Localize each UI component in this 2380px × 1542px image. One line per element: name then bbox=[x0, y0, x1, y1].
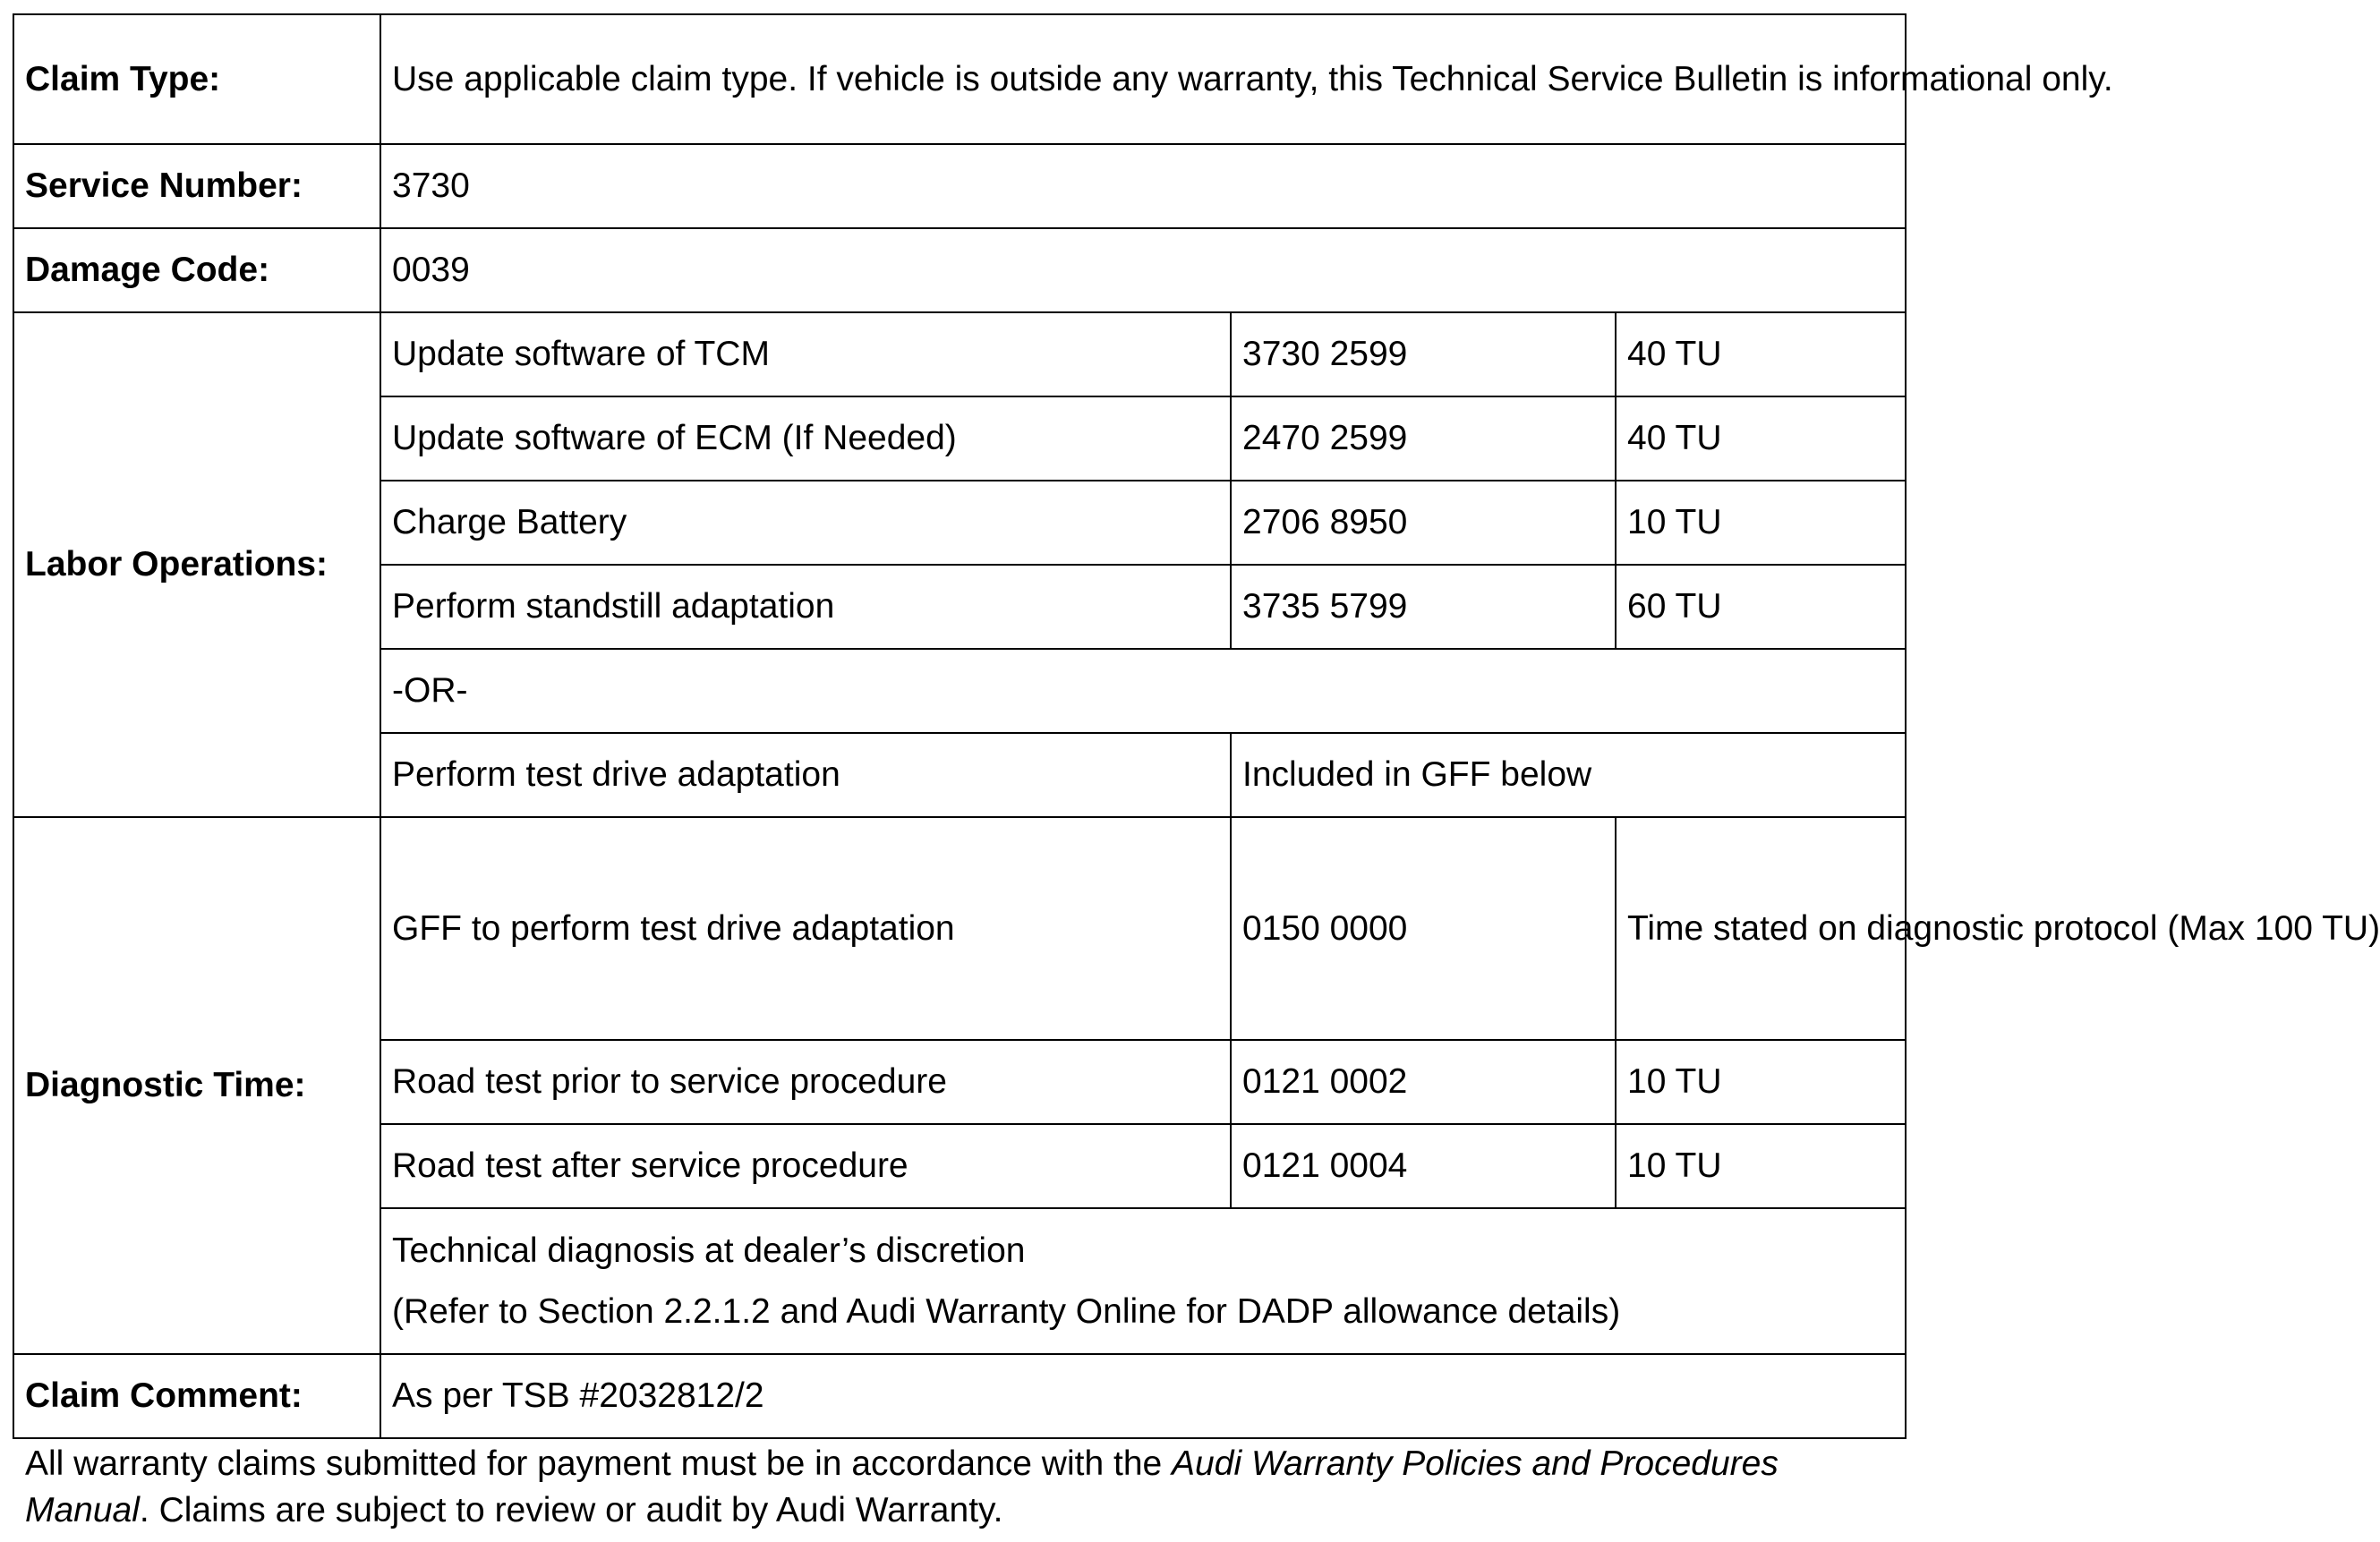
labor-op-row bbox=[13, 312, 1906, 396]
damage-code-row bbox=[13, 228, 1906, 312]
labor-op-code: 2706 8950 bbox=[1231, 481, 1616, 565]
service-number-value: 3730 bbox=[380, 144, 1906, 228]
diagnostic-desc: GFF to perform test drive adaptation bbox=[380, 817, 1231, 1040]
diagnostic-note-line2: (Refer to Section 2.2.1.2 and Audi Warranty Online for DADP allowance details) bbox=[392, 1291, 1621, 1331]
or-separator: -OR- bbox=[380, 649, 1906, 733]
labor-op-desc: Perform standstill adaptation bbox=[380, 565, 1231, 649]
labor-alt-code: Included in GFF below bbox=[1231, 733, 1906, 817]
claim-comment-value: As per TSB #2032812/2 bbox=[380, 1354, 1906, 1438]
labor-op-code: 2470 2599 bbox=[1231, 396, 1616, 481]
warranty-claim-table bbox=[13, 13, 2380, 1439]
damage-code-value: 0039 bbox=[380, 228, 1906, 312]
footer-text-2: . Claims are subject to review or audit by Audi Warranty. bbox=[139, 1491, 1003, 1529]
labor-op-desc: Update software of ECM (If Needed) bbox=[380, 396, 1231, 481]
diagnostic-time-value: 10 TU bbox=[1616, 1124, 1906, 1208]
claim-type-row bbox=[13, 14, 1906, 144]
labor-op-time: 40 TU bbox=[1616, 396, 1906, 481]
diagnostic-time-value: Time stated on diagnostic protocol (Max 100 TU) bbox=[1616, 817, 1906, 1040]
claim-type-label: Claim Type: bbox=[13, 14, 380, 144]
diagnostic-note-line1: Technical diagnosis at dealer’s discretion bbox=[392, 1231, 1026, 1270]
diagnostic-desc: Road test after service procedure bbox=[380, 1124, 1231, 1208]
footer-text-1: All warranty claims submitted for payment must be in accordance with the bbox=[25, 1444, 1173, 1483]
labor-op-time: 60 TU bbox=[1616, 565, 1906, 649]
claim-comment-label: Claim Comment: bbox=[13, 1354, 380, 1438]
diagnostic-row bbox=[13, 817, 1906, 1040]
damage-code-label: Damage Code: bbox=[13, 228, 380, 312]
labor-alt-desc: Perform test drive adaptation bbox=[380, 733, 1231, 817]
footer-manual-title: Audi Warranty Policies and Procedures Manual bbox=[25, 1444, 1779, 1529]
diagnostic-note bbox=[380, 1208, 1906, 1354]
service-number-label: Service Number: bbox=[13, 144, 380, 228]
claim-comment-row bbox=[13, 1354, 1906, 1438]
labor-op-time: 10 TU bbox=[1616, 481, 1906, 565]
service-number-row bbox=[13, 144, 1906, 228]
diagnostic-code: 0121 0002 bbox=[1231, 1040, 1616, 1124]
labor-op-desc: Charge Battery bbox=[380, 481, 1231, 565]
claim-type-value: Use applicable claim type. If vehicle is outside any warranty, this Technical Service Bulletin is informational only. bbox=[380, 14, 1906, 144]
labor-operations-label: Labor Operations: bbox=[13, 312, 380, 817]
labor-op-time: 40 TU bbox=[1616, 312, 1906, 396]
labor-op-code: 3730 2599 bbox=[1231, 312, 1616, 396]
diagnostic-time-label: Diagnostic Time: bbox=[13, 817, 380, 1354]
diagnostic-desc: Road test prior to service procedure bbox=[380, 1040, 1231, 1124]
warranty-footer-note bbox=[25, 1441, 1905, 1534]
diagnostic-code: 0121 0004 bbox=[1231, 1124, 1616, 1208]
labor-op-desc: Update software of TCM bbox=[380, 312, 1231, 396]
labor-op-code: 3735 5799 bbox=[1231, 565, 1616, 649]
diagnostic-code: 0150 0000 bbox=[1231, 817, 1616, 1040]
diagnostic-time-value: 10 TU bbox=[1616, 1040, 1906, 1124]
